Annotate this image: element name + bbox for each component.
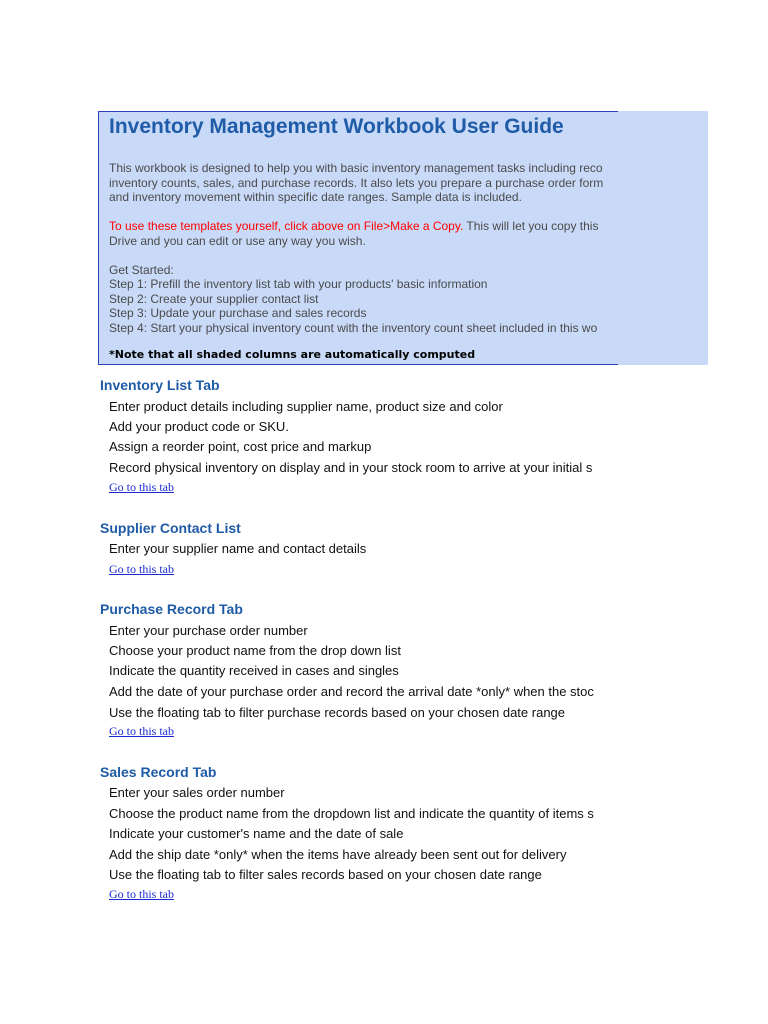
section-heading-inventory-list: Inventory List Tab <box>100 377 220 393</box>
step-line: Step 1: Prefill the inventory list tab with your products' basic information <box>109 277 488 291</box>
list-item: Enter your purchase order number <box>109 623 308 638</box>
list-item: Add the ship date *only* when the items have already been sent out for delivery <box>109 847 567 862</box>
guide-title: Inventory Management Workbook User Guide <box>109 115 564 138</box>
list-item: Enter your sales order number <box>109 785 285 800</box>
go-to-purchase-record-link[interactable]: Go to this tab <box>109 724 174 738</box>
list-item: Record physical inventory on display and in your stock room to arrive at your initial s <box>109 460 593 475</box>
list-item: Choose your product name from the drop down list <box>109 643 401 658</box>
list-item: Choose the product name from the dropdown list and indicate the quantity of items s <box>109 806 594 821</box>
intro-line: inventory counts, sales, and purchase records. It also lets you prepare a purchase order form <box>109 176 604 190</box>
section-heading-sales-record: Sales Record Tab <box>100 764 217 780</box>
copy-instruction-rest: This will let you copy this <box>463 219 599 233</box>
section-heading-supplier-contact: Supplier Contact List <box>100 520 241 536</box>
list-item: Indicate your customer's name and the date of sale <box>109 826 404 841</box>
copy-instruction-highlight: To use these templates yourself, click above on File>Make a Copy. <box>109 219 464 233</box>
list-item: Add your product code or SKU. <box>109 419 289 434</box>
step-line: Step 3: Update your purchase and sales records <box>109 306 367 320</box>
list-item: Enter product details including supplier name, product size and color <box>109 399 503 414</box>
get-started-label: Get Started: <box>109 263 174 277</box>
list-item: Use the floating tab to filter purchase records based on your chosen date range <box>109 705 566 720</box>
section-heading-purchase-record: Purchase Record Tab <box>100 601 243 617</box>
shaded-columns-note: *Note that all shaded columns are automatically computed <box>109 348 476 361</box>
copy-instruction-line2: Drive and you can edit or use any way you wish. <box>109 234 366 248</box>
list-item: Enter your supplier name and contact details <box>109 541 367 556</box>
list-item: Assign a reorder point, cost price and markup <box>109 439 372 454</box>
intro-line: This workbook is designed to help you with basic inventory management tasks including reco <box>109 161 603 175</box>
list-item: Use the floating tab to filter sales records based on your chosen date range <box>109 867 542 882</box>
list-item: Indicate the quantity received in cases and singles <box>109 663 399 678</box>
step-line: Step 4: Start your physical inventory count with the inventory count sheet included in this wo <box>109 321 598 335</box>
go-to-sales-record-link[interactable]: Go to this tab <box>109 887 174 901</box>
intro-line: and inventory movement within specific date ranges. Sample data is included. <box>109 190 522 204</box>
step-line: Step 2: Create your supplier contact list <box>109 292 319 306</box>
go-to-inventory-list-link[interactable]: Go to this tab <box>109 480 174 494</box>
list-item: Add the date of your purchase order and record the arrival date *only* when the stoc <box>109 684 594 699</box>
go-to-supplier-contact-link[interactable]: Go to this tab <box>109 562 174 576</box>
